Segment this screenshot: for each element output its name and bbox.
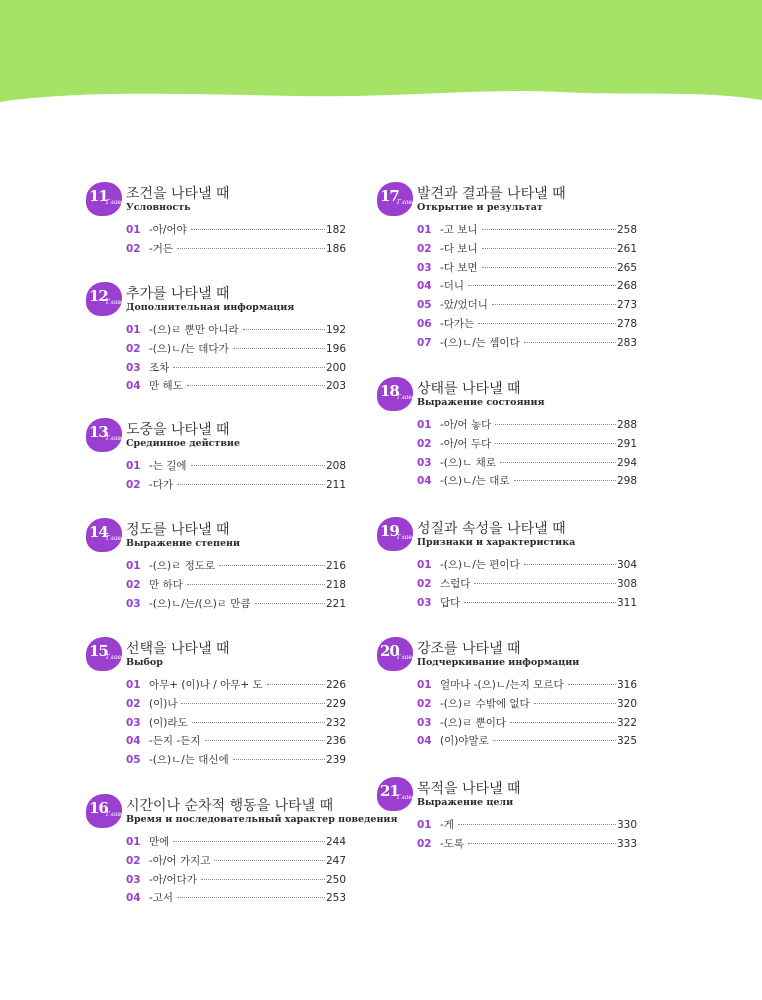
chapter-header [377, 637, 637, 673]
entry-label: 얼마나 -(으)ㄴ/는지 모르다 [440, 679, 564, 691]
entry-number: 02 [417, 242, 432, 255]
chapter-header [86, 182, 346, 218]
entry-label: -아/어다가 [149, 873, 197, 886]
entry-label: -다 보니 [440, 242, 478, 255]
toc-entry[interactable] [377, 316, 637, 335]
entry-number: 02 [417, 697, 432, 710]
dot-leader [205, 740, 325, 741]
toc-entry[interactable] [86, 596, 346, 615]
entry-page-number: 186 [325, 242, 346, 255]
toc-entry-list [377, 557, 637, 613]
chapter-badge-word: Глава [106, 199, 125, 206]
chapter-number: 12 [89, 287, 108, 305]
entry-page-number: 333 [616, 837, 637, 850]
entry-label: -(으)ㄴ/는 셈이다 [440, 336, 520, 349]
entry-number: 01 [417, 679, 432, 691]
entry-page-number: 325 [616, 735, 637, 748]
entry-number: 01 [126, 224, 141, 236]
entry-label: -(으)ㄹ 뿐만 아니라 [149, 324, 239, 336]
entry-number: 02 [126, 478, 141, 491]
toc-entry[interactable] [86, 558, 346, 577]
chapter-title: 추가를 나타낼 때 [126, 286, 230, 302]
entry-label: 만에 [149, 836, 170, 848]
toc-entry-list [377, 817, 637, 855]
chapter-number: 11 [89, 187, 108, 205]
entry-number: 06 [417, 317, 432, 330]
chapter-title: 선택을 나타낼 때 [126, 641, 230, 657]
toc-entry-list [86, 834, 346, 909]
entry-label: -고 보니 [440, 224, 478, 236]
toc-entry[interactable] [86, 890, 346, 909]
chapter-header [86, 794, 398, 830]
dot-leader [191, 229, 325, 230]
entry-number: 05 [126, 754, 141, 767]
chapter-title: 성질과 속성을 나타낼 때 [417, 521, 566, 537]
toc-entry[interactable] [377, 297, 637, 316]
entry-page-number: 322 [616, 716, 637, 729]
toc-entry-list [377, 677, 637, 752]
chapter-section [86, 794, 398, 909]
dot-leader [177, 484, 325, 485]
chapter-section [377, 182, 637, 354]
entry-label: -든지 -든지 [149, 735, 201, 748]
chapter-number: 16 [89, 799, 108, 817]
entry-label: -아/어 놓다 [440, 419, 492, 431]
dot-leader [493, 740, 616, 741]
toc-entry[interactable] [86, 677, 346, 696]
dot-leader [510, 722, 616, 723]
toc-entry-list [86, 558, 346, 614]
chapter-title: 시간이나 순차적 행동을 나타낼 때 [126, 798, 334, 814]
toc-entry[interactable] [86, 696, 346, 715]
entry-number: 01 [126, 560, 141, 572]
chapter-title: 상태를 나타낼 때 [417, 381, 521, 397]
entry-number: 02 [126, 854, 141, 867]
chapter-section [377, 517, 637, 613]
dot-leader [177, 897, 325, 898]
chapter-badge [377, 777, 416, 811]
entry-number: 03 [417, 261, 432, 274]
toc-entry-list [86, 458, 346, 496]
chapter-badge [86, 182, 125, 216]
toc-entry[interactable] [86, 733, 346, 752]
toc-entry[interactable] [86, 577, 346, 596]
chapter-badge [377, 182, 416, 216]
entry-page-number: 196 [325, 342, 346, 355]
toc-entry[interactable] [377, 335, 637, 354]
toc-entry[interactable] [377, 817, 637, 836]
dot-leader [187, 584, 325, 585]
entry-label: (이)라도 [149, 716, 188, 729]
chapter-badge [86, 282, 125, 316]
entry-number: 03 [126, 873, 141, 886]
dot-leader [568, 684, 616, 685]
entry-number: 04 [126, 380, 141, 393]
toc-entry[interactable] [86, 241, 346, 260]
entry-page-number: 216 [325, 560, 346, 572]
dot-leader [534, 703, 616, 704]
entry-label: -(으)ㄹ 정도로 [149, 560, 216, 572]
dot-leader [468, 843, 616, 844]
entry-number: 03 [126, 597, 141, 610]
entry-label: -(으)ㄴ/는 대로 [440, 475, 510, 488]
dot-leader [219, 565, 325, 566]
entry-number: 02 [417, 577, 432, 590]
toc-entry[interactable] [86, 360, 346, 379]
chapter-header [377, 777, 637, 813]
chapter-badge-word: Глава [397, 794, 416, 801]
entry-label: -았/었더니 [440, 299, 488, 312]
entry-label: (이)야말로 [440, 735, 489, 748]
entry-page-number: 330 [616, 819, 637, 831]
chapter-badge-word: Глава [397, 654, 416, 661]
entry-page-number: 203 [325, 380, 346, 393]
chapter-section [377, 777, 637, 855]
entry-number: 02 [417, 837, 432, 850]
chapter-subtitle: Открытие и результат [417, 202, 543, 213]
dot-leader [492, 304, 616, 305]
entry-label: -(으)ㄴ/는 편이다 [440, 559, 520, 571]
chapter-title: 조건을 나타낼 때 [126, 186, 230, 202]
chapter-badge [86, 794, 125, 828]
chapter-subtitle: Срединное действие [126, 438, 241, 449]
chapter-subtitle: Условность [126, 202, 191, 213]
chapter-number: 18 [380, 382, 399, 400]
entry-label: 스럽다 [440, 577, 471, 590]
entry-page-number: 304 [616, 559, 637, 571]
toc-entry[interactable] [86, 458, 346, 477]
chapter-number: 13 [89, 423, 108, 441]
entry-page-number: 232 [325, 716, 346, 729]
toc-entry[interactable] [377, 677, 637, 696]
entry-label: -고서 [149, 892, 174, 905]
entry-page-number: 244 [325, 836, 346, 848]
entry-label: -는 길에 [149, 460, 187, 472]
entry-page-number: 200 [325, 361, 346, 374]
entry-label: -거든 [149, 242, 174, 255]
entry-number: 03 [126, 716, 141, 729]
dot-leader [478, 323, 616, 324]
entry-label: -다가는 [440, 317, 475, 330]
dot-leader [495, 424, 616, 425]
entry-label: (이)나 [149, 697, 178, 710]
chapter-number: 19 [380, 522, 399, 540]
entry-number: 02 [126, 697, 141, 710]
toc-entry[interactable] [377, 696, 637, 715]
chapter-badge-word: Глава [106, 435, 125, 442]
entry-page-number: 268 [616, 280, 637, 293]
chapter-badge [86, 637, 125, 671]
entry-page-number: 226 [325, 679, 346, 691]
toc-entry[interactable] [377, 595, 637, 614]
chapter-title: 강조를 나타낼 때 [417, 641, 521, 657]
entry-number: 03 [417, 456, 432, 469]
entry-number: 01 [126, 460, 141, 472]
chapter-badge-word: Глава [397, 394, 416, 401]
entry-number: 03 [417, 716, 432, 729]
entry-page-number: 320 [616, 697, 637, 710]
chapter-title: 발견과 결과를 나타낼 때 [417, 186, 566, 202]
chapter-number: 21 [380, 782, 399, 800]
entry-page-number: 250 [325, 873, 346, 886]
entry-page-number: 294 [616, 456, 637, 469]
chapter-header [377, 517, 637, 553]
toc-entry[interactable] [377, 733, 637, 752]
dot-leader [201, 879, 325, 880]
chapter-section [86, 637, 346, 771]
entry-label: 만 하다 [149, 578, 183, 591]
entry-page-number: 273 [616, 299, 637, 312]
chapter-section [377, 377, 637, 492]
entry-number: 01 [126, 679, 141, 691]
toc-entry[interactable] [377, 715, 637, 734]
chapter-badge-word: Глава [106, 811, 125, 818]
entry-page-number: 258 [616, 224, 637, 236]
chapter-title: 정도를 나타낼 때 [126, 522, 230, 538]
entry-page-number: 236 [325, 735, 346, 748]
toc-entry[interactable] [86, 752, 346, 771]
entry-label: -(으)ㄹ 수밖에 없다 [440, 697, 530, 710]
chapter-header [86, 518, 346, 554]
entry-label: -(으)ㄴ 채로 [440, 456, 496, 469]
chapter-number: 17 [380, 187, 399, 205]
entry-number: 04 [417, 280, 432, 293]
chapter-number: 14 [89, 523, 108, 541]
dot-leader [191, 465, 325, 466]
entry-number: 01 [417, 559, 432, 571]
dot-leader [482, 267, 616, 268]
entry-number: 01 [417, 419, 432, 431]
dot-leader [192, 722, 325, 723]
chapter-header [86, 282, 346, 318]
toc-entry-list [86, 677, 346, 771]
entry-page-number: 316 [616, 679, 637, 691]
dot-leader [214, 860, 325, 861]
entry-page-number: 221 [325, 597, 346, 610]
entry-label: 조차 [149, 361, 170, 374]
entry-number: 01 [417, 224, 432, 236]
toc-entry[interactable] [377, 557, 637, 576]
dot-leader [243, 329, 325, 330]
chapter-title: 목적을 나타낼 때 [417, 781, 521, 797]
chapter-badge-word: Глава [397, 534, 416, 541]
entry-page-number: 288 [616, 419, 637, 431]
entry-label: -다 보면 [440, 261, 478, 274]
entry-page-number: 278 [616, 317, 637, 330]
entry-page-number: 291 [616, 437, 637, 450]
chapter-section [86, 182, 346, 260]
toc-entry[interactable] [377, 576, 637, 595]
chapter-badge [86, 418, 125, 452]
chapter-subtitle: Выражение степени [126, 538, 241, 549]
top-wave-band [0, 0, 762, 112]
toc-entry[interactable] [377, 417, 637, 436]
chapter-subtitle: Выбор [126, 657, 163, 668]
chapter-header [86, 637, 346, 673]
chapter-badge-word: Глава [106, 535, 125, 542]
toc-entry[interactable] [86, 853, 346, 872]
entry-label: -(으)ㄴ/는/(으)ㄹ 만큼 [149, 597, 251, 610]
toc-entry[interactable] [377, 241, 637, 260]
chapter-header [86, 418, 346, 454]
entry-number: 05 [417, 299, 432, 312]
entry-number: 04 [417, 735, 432, 748]
chapter-badge [377, 517, 416, 551]
chapter-badge-word: Глава [106, 299, 125, 306]
toc-entry[interactable] [377, 260, 637, 279]
entry-number: 07 [417, 336, 432, 349]
chapter-badge [377, 377, 416, 411]
chapter-subtitle: Дополнительная информация [126, 302, 295, 313]
chapter-section [86, 282, 346, 397]
dot-leader [255, 603, 325, 604]
dot-leader [524, 342, 616, 343]
entry-label: -아/어 가지고 [149, 854, 211, 867]
entry-label: -아/어야 [149, 224, 187, 236]
entry-label: -도록 [440, 837, 465, 850]
entry-label: -게 [440, 819, 454, 831]
dot-leader [233, 348, 325, 349]
dot-leader [458, 824, 616, 825]
chapter-header [377, 377, 637, 413]
toc-entry[interactable] [86, 872, 346, 891]
chapter-badge-word: Глава [397, 199, 416, 206]
toc-entry[interactable] [86, 834, 346, 853]
entry-number: 01 [126, 836, 141, 848]
entry-page-number: 253 [325, 892, 346, 905]
entry-number: 04 [417, 475, 432, 488]
entry-page-number: 261 [616, 242, 637, 255]
chapter-section [377, 637, 637, 752]
dot-leader [233, 759, 325, 760]
dot-leader [500, 462, 616, 463]
entry-label: -(으)ㄴ/는 대신에 [149, 754, 229, 767]
toc-entry-list [86, 322, 346, 397]
entry-number: 04 [126, 735, 141, 748]
entry-number: 02 [126, 578, 141, 591]
chapter-subtitle: Время и последовательный характер поведения [126, 814, 398, 825]
entry-number: 04 [126, 892, 141, 905]
entry-label: -아/어 두다 [440, 437, 492, 450]
toc-entry[interactable] [86, 341, 346, 360]
chapter-section [86, 518, 346, 614]
toc-entry[interactable] [377, 836, 637, 855]
chapter-section [86, 418, 346, 496]
dot-leader [173, 367, 325, 368]
dot-leader [464, 602, 616, 603]
entry-page-number: 265 [616, 261, 637, 274]
toc-entry[interactable] [86, 715, 346, 734]
chapter-badge [86, 518, 125, 552]
entry-number: 03 [126, 361, 141, 374]
dot-leader [468, 285, 616, 286]
dot-leader [181, 703, 324, 704]
toc-entry[interactable] [86, 322, 346, 341]
chapter-badge-word: Глава [106, 654, 125, 661]
entry-label: -(으)ㄹ 뿐이다 [440, 716, 507, 729]
chapter-number: 20 [380, 642, 399, 660]
entry-number: 02 [417, 437, 432, 450]
toc-entry[interactable] [86, 378, 346, 397]
dot-leader [495, 443, 616, 444]
entry-number: 03 [417, 596, 432, 609]
dot-leader [514, 480, 616, 481]
toc-entry-list [86, 222, 346, 260]
entry-page-number: 283 [616, 336, 637, 349]
dot-leader [474, 583, 616, 584]
entry-page-number: 311 [616, 596, 637, 609]
dot-leader [187, 385, 325, 386]
entry-page-number: 229 [325, 697, 346, 710]
dot-leader [524, 564, 616, 565]
entry-label: -(으)ㄴ/는 데다가 [149, 342, 229, 355]
toc-entry[interactable] [377, 455, 637, 474]
chapter-subtitle: Признаки и характеристика [417, 537, 576, 548]
entry-page-number: 218 [325, 578, 346, 591]
entry-page-number: 239 [325, 754, 346, 767]
dot-leader [482, 229, 616, 230]
toc-entry[interactable] [86, 477, 346, 496]
entry-page-number: 182 [325, 224, 346, 236]
entry-label: 답다 [440, 596, 461, 609]
entry-label: -다가 [149, 478, 174, 491]
chapter-badge [377, 637, 416, 671]
dot-leader [173, 841, 325, 842]
entry-page-number: 247 [325, 854, 346, 867]
dot-leader [482, 248, 616, 249]
chapter-header [377, 182, 637, 218]
entry-page-number: 192 [325, 324, 346, 336]
toc-entry[interactable] [377, 278, 637, 297]
dot-leader [177, 248, 325, 249]
entry-page-number: 211 [325, 478, 346, 491]
chapter-title: 도중을 나타낼 때 [126, 422, 230, 438]
chapter-subtitle: Выражение цели [417, 797, 514, 808]
toc-entry[interactable] [377, 473, 637, 492]
toc-entry-list [377, 417, 637, 492]
toc-entry-list [377, 222, 637, 354]
entry-number: 02 [126, 242, 141, 255]
toc-entry[interactable] [377, 222, 637, 241]
chapter-subtitle: Подчеркивание информации [417, 657, 580, 668]
entry-number: 01 [417, 819, 432, 831]
chapter-number: 15 [89, 642, 108, 660]
entry-page-number: 208 [325, 460, 346, 472]
entry-label: 아무+ (이)나 / 아무+ 도 [149, 679, 263, 691]
entry-number: 02 [126, 342, 141, 355]
chapter-subtitle: Выражение состояния [417, 397, 545, 408]
entry-page-number: 308 [616, 577, 637, 590]
entry-page-number: 298 [616, 475, 637, 488]
entry-label: -더니 [440, 280, 465, 293]
toc-entry[interactable] [377, 436, 637, 455]
dot-leader [267, 684, 325, 685]
entry-label: 만 해도 [149, 380, 183, 393]
toc-entry[interactable] [86, 222, 346, 241]
entry-number: 01 [126, 324, 141, 336]
